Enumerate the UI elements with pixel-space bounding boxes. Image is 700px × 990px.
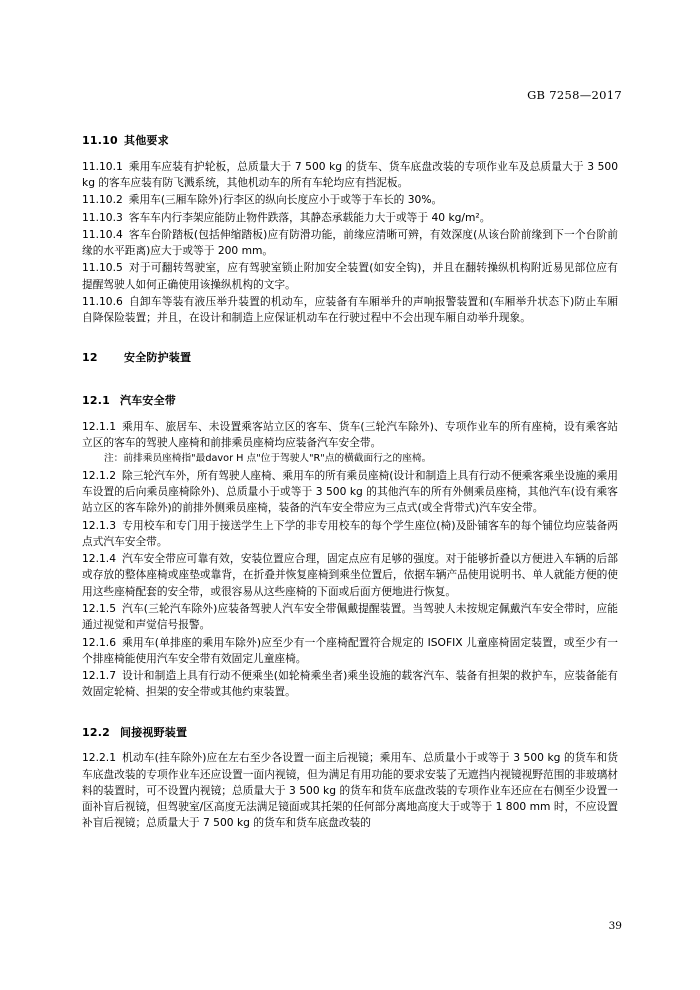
paragraph-12-1-1	[82, 419, 618, 452]
section-title: 间接视野装置	[120, 725, 188, 739]
paragraph-label: 11.10.2	[82, 193, 123, 207]
section-heading-12-2	[82, 725, 618, 742]
paragraph-text: 乘用车(单排座的乘用车除外)应至少有一个座椅配置符合规定的 ISOFIX 儿童座椅固定装置，或至少有一个排座椅能使用汽车安全带有效固定儿童座椅。	[82, 635, 618, 665]
section-number: 12.1	[82, 394, 110, 408]
section-heading-11-10	[82, 133, 618, 150]
section-title: 安全防护装置	[124, 351, 192, 365]
paragraph-12-1-6	[82, 635, 618, 668]
section-number: 12	[82, 351, 98, 365]
paragraph-11-10-6	[82, 294, 618, 327]
paragraph-12-2-1	[82, 750, 618, 831]
paragraph-text: 对于可翻转驾驶室，应有驾驶室锁止附加安全装置(如安全钩)，并且在翻转操纵机构附近易见部位应有提醒驾驶人如何正确使用该操纵机构的文字。	[82, 261, 618, 291]
page-content	[82, 120, 618, 833]
paragraph-label: 11.10.1	[82, 159, 123, 173]
paragraph-label: 12.1.6	[82, 635, 116, 649]
paragraph-12-1-5	[82, 601, 618, 634]
paragraph-text: 客车台阶踏板(包括伸缩踏板)应有防滑功能，前缘应清晰可辨，有效深度(从该台阶前缘到下一个台阶前缘的水平距离)应大于或等于 200 mm。	[82, 227, 618, 258]
section-title: 其他要求	[124, 134, 169, 147]
section-number: 12.2	[82, 725, 110, 739]
section-number: 11.10	[82, 134, 118, 147]
paragraph-12-1-7	[82, 668, 618, 701]
paragraph-12-1-3	[82, 518, 618, 551]
paragraph-text: 乘用车、旅居车、未设置乘客站立区的客车、货车(三轮汽车除外)、专项作业车的所有座椅，设有乘客站立区的客车的驾驶人座椅和前排乘员座椅均应装备汽车安全带。	[82, 419, 618, 450]
paragraph-label: 12.2.1	[82, 751, 116, 765]
page-header: GB 7258—2017	[527, 88, 622, 102]
paragraph-text: 汽车安全带应可靠有效，安装位置应合理，固定点应有足够的强度。对于能够折叠以方便进入车辆的后部或存放的整体座椅或座垫或靠背，在折叠并恢复座椅到乘坐位置后，依据车辆产品使用说明书、单人就能方便的使用这些座椅配套的安全带，或很容易从这些座椅的下面或后面方便地进行恢复。	[82, 552, 618, 598]
paragraph-label: 12.1.4	[82, 552, 116, 566]
paragraph-label: 12.1.5	[82, 602, 116, 616]
paragraph-text: 除三轮汽车外，所有驾驶人座椅、乘用车的所有乘员座椅(设计和制造上具有行动不便乘客乘坐设施的乘用车设置的后向乘员座椅除外)、总质量小于或等于 3 500 kg 的其他汽车的所有外侧乘员座椅，其他汽车(设有乘客站立区的客车除外)的前排外侧乘员座椅，装备的汽车安全带应为三点式(或全背带式)汽车安全带。	[82, 468, 618, 515]
paragraph-11-10-3	[82, 210, 618, 226]
paragraph-text: 乘用车应装有护轮板，总质量大于 7 500 kg 的货车、货车底盘改装的专项作业车及总质量大于 3 500 kg 的客车应装有防飞溅系统，其他机动车的所有车轮均应有挡泥板。	[82, 159, 618, 189]
paragraph-11-10-5	[82, 260, 618, 293]
paragraph-label: 12.1.1	[82, 419, 116, 433]
paragraph-label: 12.1.7	[82, 669, 116, 683]
paragraph-label: 12.1.3	[82, 518, 116, 532]
section-heading-12	[82, 350, 618, 367]
paragraph-text: 设计和制造上具有行动不便乘坐(如轮椅乘坐者)乘坐设施的载客汽车、装备有担架的救护车，应装备能有效固定轮椅、担架的安全带或其他约束装置。	[82, 669, 618, 699]
paragraph-label: 12.1.2	[82, 468, 116, 482]
paragraph-text: 汽车(三轮汽车除外)应装备驾驶人汽车安全带佩戴提醒装置。当驾驶人未按规定佩戴汽车安全带时，应能通过视觉和声觉信号报警。	[82, 602, 618, 632]
paragraph-label: 11.10.5	[82, 261, 123, 275]
paragraph-11-10-1	[82, 159, 618, 192]
paragraph-label: 11.10.6	[82, 294, 123, 308]
paragraph-text: 机动车(挂车除外)应在左右至少各设置一面主后视镜；乘用车、总质量小于或等于 3 500 kg 的货车和货车底盘改装的专项作业车还应设置一面内视镜，但为满足有用功能的要求安装了无遮挡内视镜视野范围的非玻璃材料的装置时，可不设置内视镜；总质量大于 3 500 kg 的货车和货车底盘改装的专项作业车还应在右侧至少设置一面补盲后视镜，但驾驶室/区高度无法满足镜面或其托架的任何部分离地高度大于或等于 1 800 mm 时，不应设置补盲后视镜；总质量大于 7 500 kg 的货车和货车底盘改装的	[82, 751, 618, 830]
note-12-1-1: 注：前排乘员座椅指"最davor H 点"位于驾驶人"R"点的横截面行之的座椅。	[104, 453, 432, 465]
paragraph-text: 乘用车(三厢车除外)行李区的纵向长度应小于或等于车长的 30%。	[128, 193, 443, 207]
paragraph-text: 专用校车和专门用于接送学生上下学的非专用校车的每个学生座位(椅)及卧铺客车的每个铺位均应装备两点式汽车安全带。	[82, 518, 618, 548]
section-heading-12-1	[82, 393, 618, 410]
paragraph-11-10-4	[82, 227, 618, 260]
paragraph-12-1-2	[82, 468, 618, 517]
paragraph-11-10-2	[82, 192, 618, 208]
paragraph-text: 客车车内行李架应能防止物件跌落，其静态承载能力大于或等于 40 kg/m²。	[128, 210, 491, 224]
paragraph-label: 11.10.3	[82, 210, 123, 224]
page-number: 39	[608, 920, 622, 932]
section-title: 汽车安全带	[120, 394, 176, 408]
paragraph-label: 11.10.4	[82, 227, 123, 241]
paragraph-text: 自卸车等装有液压举升装置的机动车，应装备有车厢举升的声响报警装置和(车厢举升状态下)防止车厢自降保险装置；并且，在设计和制造上应保证机动车在行驶过程中不会出现车厢自动举升现象。	[82, 294, 618, 325]
paragraph-12-1-4	[82, 551, 618, 600]
